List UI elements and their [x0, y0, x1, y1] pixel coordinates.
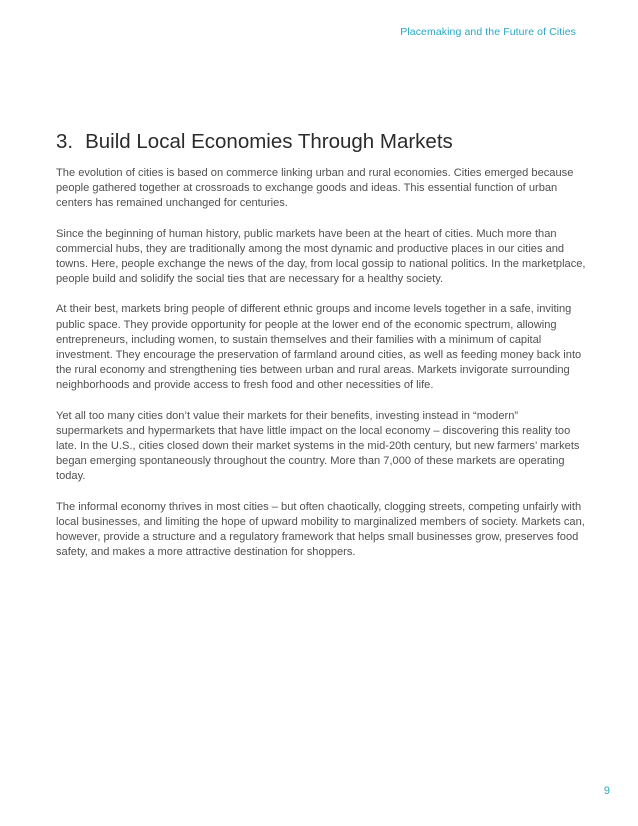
paragraph-3: At their best, markets bring people of different ethnic groups and income levels together in a safe, inviting public space. They provide opportunity for people at the lower end of the economic spectrum, allowing entrepreneurs, including women, to sustain themselves and their families with a minimum of capital investment. They encourage the preservation of farmland around cities, as well as feeding money back into the rural economy and strengthening ties between urban and rural areas. Markets invigorate surrounding neighborhoods and provide access to fresh food and other necessities of life.	[56, 303, 582, 392]
body-text	[56, 166, 586, 575]
paragraph-2: Since the beginning of human history, public markets have been at the heart of cities. Much more than commercial hubs, they are traditionally among the most dynamic and productive places in our cities and towns. Here, people exchange the news of the day, from local gossip to national politics. In the marketplace, people build and solidify the social ties that are necessary for a healthy society.	[56, 227, 586, 286]
running-header: Placemaking and the Future of Cities	[400, 26, 576, 38]
section-heading	[56, 130, 586, 154]
paragraph-5: The informal economy thrives in most cities – but often chaotically, clogging streets, competing unfairly with local businesses, and limiting the hope of upward mobility to marginalized members of society. Markets can, however, provide a structure and a regulatory framework that helps small businesses grow, preserves food safety, and makes a more attractive destination for shoppers.	[56, 500, 585, 559]
page-number: 9	[603, 785, 610, 797]
section-number: 3.	[56, 130, 74, 153]
section-title: Build Local Economies Through Markets	[85, 130, 453, 153]
paragraph-1: The evolution of cities is based on commerce linking urban and rural economies. Cities emerged because people gathered together at crossroads to exchange goods and ideas. This essential function of urban centers has remained unchanged for centuries.	[56, 167, 574, 210]
paragraph-4: Yet all too many cities don’t value their markets for their benefits, investing instead in “modern” supermarkets and hypermarkets that have little impact on the local economy – discovering this reality too late. In the U.S., cities closed down their market systems in the mid-20th century, but new farmers’ markets began emerging spontaneously throughout the country. More than 7,000 of these markets are operating today.	[56, 409, 580, 483]
